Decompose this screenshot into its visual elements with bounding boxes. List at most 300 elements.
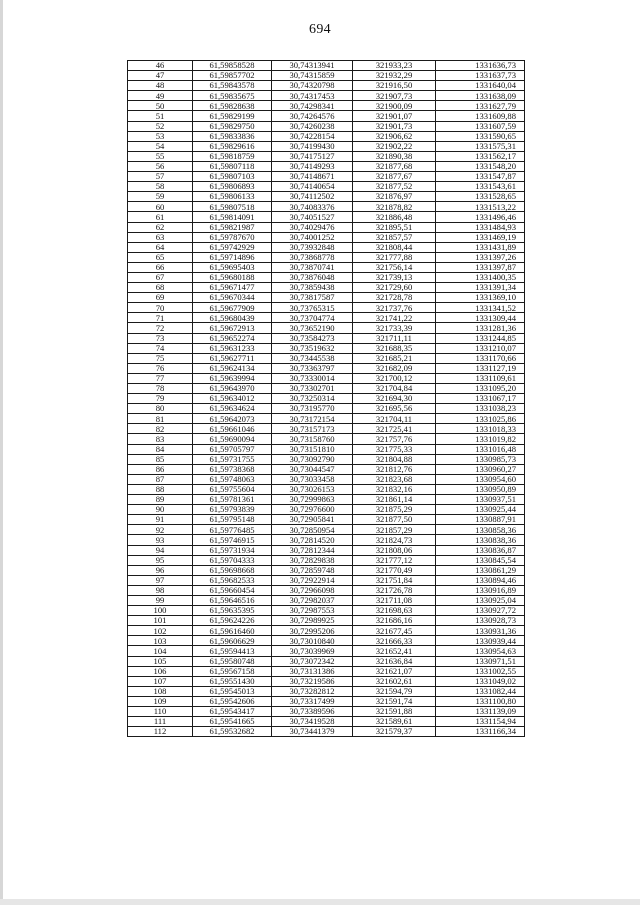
longitude-cell: 30,74029476: [272, 222, 353, 232]
latitude-cell: 61,59776485: [193, 525, 272, 535]
point-number-cell: 103: [128, 636, 193, 646]
y-coordinate-cell: 1331109,61: [436, 373, 525, 383]
y-coordinate-cell: 1331640,04: [436, 81, 525, 91]
y-coordinate-cell: 1330954,63: [436, 646, 525, 656]
x-coordinate-cell: 321824,73: [353, 535, 436, 545]
table-row: [128, 283, 525, 293]
longitude-cell: 30,73932848: [272, 242, 353, 252]
x-coordinate-cell: 321886,48: [353, 212, 436, 222]
y-coordinate-cell: 1331528,65: [436, 192, 525, 202]
latitude-cell: 61,59616460: [193, 626, 272, 636]
x-coordinate-cell: 321751,84: [353, 575, 436, 585]
y-coordinate-cell: 1331469,19: [436, 232, 525, 242]
y-coordinate-cell: 1331369,10: [436, 293, 525, 303]
y-coordinate-cell: 1331281,36: [436, 323, 525, 333]
x-coordinate-cell: 321726,78: [353, 585, 436, 595]
longitude-cell: 30,74051527: [272, 212, 353, 222]
point-number-cell: 46: [128, 61, 193, 71]
table-row: [128, 686, 525, 696]
longitude-cell: 30,73172154: [272, 414, 353, 424]
point-number-cell: 77: [128, 373, 193, 383]
latitude-cell: 61,59567158: [193, 666, 272, 676]
latitude-cell: 61,59624134: [193, 363, 272, 373]
x-coordinate-cell: 321728,78: [353, 293, 436, 303]
table-row: [128, 626, 525, 636]
x-coordinate-cell: 321757,76: [353, 434, 436, 444]
table-row: [128, 232, 525, 242]
longitude-cell: 30,73584273: [272, 333, 353, 343]
longitude-cell: 30,72966098: [272, 585, 353, 595]
y-coordinate-cell: 1331397,87: [436, 262, 525, 272]
point-number-cell: 88: [128, 484, 193, 494]
x-coordinate-cell: 321875,29: [353, 505, 436, 515]
y-coordinate-cell: 1331575,31: [436, 141, 525, 151]
table-row: [128, 454, 525, 464]
y-coordinate-cell: 1331341,52: [436, 303, 525, 313]
longitude-cell: 30,72987553: [272, 606, 353, 616]
table-row: [128, 717, 525, 727]
table-row: [128, 333, 525, 343]
longitude-cell: 30,73131386: [272, 666, 353, 676]
longitude-cell: 30,73158760: [272, 434, 353, 444]
x-coordinate-cell: 321694,30: [353, 394, 436, 404]
point-number-cell: 101: [128, 616, 193, 626]
point-number-cell: 112: [128, 727, 193, 737]
point-number-cell: 65: [128, 252, 193, 262]
table-row: [128, 252, 525, 262]
latitude-cell: 61,59843578: [193, 81, 272, 91]
latitude-cell: 61,59704333: [193, 555, 272, 565]
point-number-cell: 48: [128, 81, 193, 91]
longitude-cell: 30,73195770: [272, 404, 353, 414]
x-coordinate-cell: 321621,07: [353, 666, 436, 676]
longitude-cell: 30,72989925: [272, 616, 353, 626]
latitude-cell: 61,59731934: [193, 545, 272, 555]
latitude-cell: 61,59634012: [193, 394, 272, 404]
table-row: [128, 575, 525, 585]
longitude-cell: 30,73876048: [272, 272, 353, 282]
y-coordinate-cell: 1330939,44: [436, 636, 525, 646]
latitude-cell: 61,59677909: [193, 303, 272, 313]
x-coordinate-cell: 321808,06: [353, 545, 436, 555]
y-coordinate-cell: 1331543,61: [436, 182, 525, 192]
x-coordinate-cell: 321777,12: [353, 555, 436, 565]
longitude-cell: 30,74175127: [272, 151, 353, 161]
longitude-cell: 30,74140654: [272, 182, 353, 192]
latitude-cell: 61,59857702: [193, 71, 272, 81]
longitude-cell: 30,73039969: [272, 646, 353, 656]
y-coordinate-cell: 1330927,72: [436, 606, 525, 616]
longitude-cell: 30,73092790: [272, 454, 353, 464]
longitude-cell: 30,72922914: [272, 575, 353, 585]
point-number-cell: 53: [128, 131, 193, 141]
longitude-cell: 30,72812344: [272, 545, 353, 555]
y-coordinate-cell: 1331431,89: [436, 242, 525, 252]
latitude-cell: 61,59806893: [193, 182, 272, 192]
longitude-cell: 30,73519632: [272, 343, 353, 353]
point-number-cell: 49: [128, 91, 193, 101]
x-coordinate-cell: 321737,76: [353, 303, 436, 313]
latitude-cell: 61,59829616: [193, 141, 272, 151]
y-coordinate-cell: 1331154,94: [436, 717, 525, 727]
x-coordinate-cell: 321677,45: [353, 626, 436, 636]
table-row: [128, 384, 525, 394]
point-number-cell: 76: [128, 363, 193, 373]
longitude-cell: 30,73026153: [272, 484, 353, 494]
y-coordinate-cell: 1330861,29: [436, 565, 525, 575]
longitude-cell: 30,72905841: [272, 515, 353, 525]
scan-edge-shadow: [0, 0, 3, 905]
y-coordinate-cell: 1331100,80: [436, 696, 525, 706]
x-coordinate-cell: 321823,68: [353, 474, 436, 484]
table-row: [128, 373, 525, 383]
point-number-cell: 63: [128, 232, 193, 242]
point-number-cell: 73: [128, 333, 193, 343]
x-coordinate-cell: 321711,08: [353, 595, 436, 605]
latitude-cell: 61,59532682: [193, 727, 272, 737]
table-row: [128, 172, 525, 182]
y-coordinate-cell: 1330916,89: [436, 585, 525, 595]
x-coordinate-cell: 321729,60: [353, 283, 436, 293]
longitude-cell: 30,74317453: [272, 91, 353, 101]
point-number-cell: 99: [128, 595, 193, 605]
point-number-cell: 72: [128, 323, 193, 333]
point-number-cell: 50: [128, 101, 193, 111]
latitude-cell: 61,59731755: [193, 454, 272, 464]
x-coordinate-cell: 321906,62: [353, 131, 436, 141]
y-coordinate-cell: 1331391,34: [436, 283, 525, 293]
x-coordinate-cell: 321877,68: [353, 161, 436, 171]
longitude-cell: 30,72829838: [272, 555, 353, 565]
table-row: [128, 161, 525, 171]
table-row: [128, 81, 525, 91]
x-coordinate-cell: 321682,09: [353, 363, 436, 373]
x-coordinate-cell: 321877,50: [353, 515, 436, 525]
x-coordinate-cell: 321685,21: [353, 353, 436, 363]
y-coordinate-cell: 1331609,88: [436, 111, 525, 121]
y-coordinate-cell: 1330858,36: [436, 525, 525, 535]
y-coordinate-cell: 1331513,22: [436, 202, 525, 212]
longitude-cell: 30,73010840: [272, 636, 353, 646]
x-coordinate-cell: 321589,61: [353, 717, 436, 727]
latitude-cell: 61,59807118: [193, 161, 272, 171]
table-row: [128, 404, 525, 414]
longitude-cell: 30,73317499: [272, 696, 353, 706]
y-coordinate-cell: 1331627,79: [436, 101, 525, 111]
latitude-cell: 61,59828638: [193, 101, 272, 111]
longitude-cell: 30,73250314: [272, 394, 353, 404]
latitude-cell: 61,59660454: [193, 585, 272, 595]
table-row: [128, 313, 525, 323]
table-row: [128, 414, 525, 424]
table-row: [128, 585, 525, 595]
longitude-cell: 30,73765315: [272, 303, 353, 313]
y-coordinate-cell: 1330838,36: [436, 535, 525, 545]
x-coordinate-cell: 321901,73: [353, 121, 436, 131]
point-number-cell: 111: [128, 717, 193, 727]
y-coordinate-cell: 1331636,73: [436, 61, 525, 71]
table-row: [128, 565, 525, 575]
longitude-cell: 30,74313941: [272, 61, 353, 71]
longitude-cell: 30,74264576: [272, 111, 353, 121]
x-coordinate-cell: 321932,29: [353, 71, 436, 81]
table-row: [128, 272, 525, 282]
point-number-cell: 75: [128, 353, 193, 363]
table-row: [128, 545, 525, 555]
x-coordinate-cell: 321733,39: [353, 323, 436, 333]
table-row: [128, 707, 525, 717]
latitude-cell: 61,59642073: [193, 414, 272, 424]
longitude-cell: 30,73419528: [272, 717, 353, 727]
point-number-cell: 93: [128, 535, 193, 545]
latitude-cell: 61,59690094: [193, 434, 272, 444]
point-number-cell: 104: [128, 646, 193, 656]
coordinates-table-body: [128, 61, 525, 737]
y-coordinate-cell: 1331016,48: [436, 444, 525, 454]
y-coordinate-cell: 1331166,34: [436, 727, 525, 737]
x-coordinate-cell: 321812,76: [353, 464, 436, 474]
longitude-cell: 30,73282812: [272, 686, 353, 696]
point-number-cell: 55: [128, 151, 193, 161]
table-row: [128, 91, 525, 101]
y-coordinate-cell: 1331018,33: [436, 424, 525, 434]
x-coordinate-cell: 321901,07: [353, 111, 436, 121]
y-coordinate-cell: 1331244,85: [436, 333, 525, 343]
table-row: [128, 505, 525, 515]
longitude-cell: 30,74083376: [272, 202, 353, 212]
point-number-cell: 47: [128, 71, 193, 81]
latitude-cell: 61,59606629: [193, 636, 272, 646]
table-row: [128, 131, 525, 141]
page-number: 694: [309, 22, 331, 37]
coordinates-table: [127, 60, 525, 737]
y-coordinate-cell: 1331309,44: [436, 313, 525, 323]
table-row: [128, 424, 525, 434]
y-coordinate-cell: 1331019,82: [436, 434, 525, 444]
table-row: [128, 595, 525, 605]
table-row: [128, 212, 525, 222]
latitude-cell: 61,59835675: [193, 91, 272, 101]
latitude-cell: 61,59807518: [193, 202, 272, 212]
x-coordinate-cell: 321602,61: [353, 676, 436, 686]
table-row: [128, 353, 525, 363]
latitude-cell: 61,59748063: [193, 474, 272, 484]
point-number-cell: 108: [128, 686, 193, 696]
x-coordinate-cell: 321857,57: [353, 232, 436, 242]
longitude-cell: 30,72814520: [272, 535, 353, 545]
x-coordinate-cell: 321698,63: [353, 606, 436, 616]
point-number-cell: 60: [128, 202, 193, 212]
y-coordinate-cell: 1331638,09: [436, 91, 525, 101]
latitude-cell: 61,59829199: [193, 111, 272, 121]
y-coordinate-cell: 1330950,89: [436, 484, 525, 494]
point-number-cell: 80: [128, 404, 193, 414]
x-coordinate-cell: 321895,51: [353, 222, 436, 232]
longitude-cell: 30,73044547: [272, 464, 353, 474]
longitude-cell: 30,72995206: [272, 626, 353, 636]
y-coordinate-cell: 1330971,51: [436, 656, 525, 666]
longitude-cell: 30,73870741: [272, 262, 353, 272]
latitude-cell: 61,59714896: [193, 252, 272, 262]
x-coordinate-cell: 321890,38: [353, 151, 436, 161]
x-coordinate-cell: 321916,50: [353, 81, 436, 91]
table-row: [128, 676, 525, 686]
table-row: [128, 262, 525, 272]
x-coordinate-cell: 321808,44: [353, 242, 436, 252]
table-row: [128, 727, 525, 737]
longitude-cell: 30,74260238: [272, 121, 353, 131]
y-coordinate-cell: 1331590,65: [436, 131, 525, 141]
x-coordinate-cell: 321686,16: [353, 616, 436, 626]
latitude-cell: 61,59818759: [193, 151, 272, 161]
y-coordinate-cell: 1331607,59: [436, 121, 525, 131]
x-coordinate-cell: 321775,33: [353, 444, 436, 454]
latitude-cell: 61,59670344: [193, 293, 272, 303]
table-row: [128, 343, 525, 353]
latitude-cell: 61,59671477: [193, 283, 272, 293]
point-number-cell: 98: [128, 585, 193, 595]
longitude-cell: 30,73859438: [272, 283, 353, 293]
y-coordinate-cell: 1331002,55: [436, 666, 525, 676]
y-coordinate-cell: 1330836,87: [436, 545, 525, 555]
y-coordinate-cell: 1330985,73: [436, 454, 525, 464]
table-row: [128, 515, 525, 525]
longitude-cell: 30,72850954: [272, 525, 353, 535]
point-number-cell: 87: [128, 474, 193, 484]
point-number-cell: 86: [128, 464, 193, 474]
point-number-cell: 78: [128, 384, 193, 394]
longitude-cell: 30,72859748: [272, 565, 353, 575]
longitude-cell: 30,73151810: [272, 444, 353, 454]
point-number-cell: 102: [128, 626, 193, 636]
longitude-cell: 30,72982037: [272, 595, 353, 605]
point-number-cell: 58: [128, 182, 193, 192]
point-number-cell: 62: [128, 222, 193, 232]
y-coordinate-cell: 1331025,86: [436, 414, 525, 424]
latitude-cell: 61,59742929: [193, 242, 272, 252]
y-coordinate-cell: 1331637,73: [436, 71, 525, 81]
longitude-cell: 30,73868778: [272, 252, 353, 262]
table-row: [128, 656, 525, 666]
y-coordinate-cell: 1330894,46: [436, 575, 525, 585]
x-coordinate-cell: 321704,11: [353, 414, 436, 424]
table-row: [128, 434, 525, 444]
point-number-cell: 59: [128, 192, 193, 202]
x-coordinate-cell: 321688,35: [353, 343, 436, 353]
point-number-cell: 97: [128, 575, 193, 585]
point-number-cell: 84: [128, 444, 193, 454]
table-row: [128, 303, 525, 313]
point-number-cell: 74: [128, 343, 193, 353]
point-number-cell: 52: [128, 121, 193, 131]
point-number-cell: 56: [128, 161, 193, 171]
table-row: [128, 101, 525, 111]
latitude-cell: 61,59594413: [193, 646, 272, 656]
table-row: [128, 61, 525, 71]
longitude-cell: 30,73330014: [272, 373, 353, 383]
y-coordinate-cell: 1331548,20: [436, 161, 525, 171]
table-row: [128, 363, 525, 373]
y-coordinate-cell: 1331547,87: [436, 172, 525, 182]
x-coordinate-cell: 321933,23: [353, 61, 436, 71]
y-coordinate-cell: 1330931,36: [436, 626, 525, 636]
table-row: [128, 182, 525, 192]
latitude-cell: 61,59682533: [193, 575, 272, 585]
latitude-cell: 61,59755604: [193, 484, 272, 494]
latitude-cell: 61,59634624: [193, 404, 272, 414]
x-coordinate-cell: 321579,37: [353, 727, 436, 737]
y-coordinate-cell: 1330925,04: [436, 595, 525, 605]
table-row: [128, 535, 525, 545]
table-row: [128, 151, 525, 161]
x-coordinate-cell: 321711,11: [353, 333, 436, 343]
x-coordinate-cell: 321877,52: [353, 182, 436, 192]
longitude-cell: 30,73445538: [272, 353, 353, 363]
latitude-cell: 61,59551430: [193, 676, 272, 686]
x-coordinate-cell: 321725,41: [353, 424, 436, 434]
latitude-cell: 61,59542606: [193, 696, 272, 706]
point-number-cell: 66: [128, 262, 193, 272]
table-row: [128, 71, 525, 81]
table-row: [128, 111, 525, 121]
latitude-cell: 61,59580748: [193, 656, 272, 666]
longitude-cell: 30,73817587: [272, 293, 353, 303]
point-number-cell: 57: [128, 172, 193, 182]
latitude-cell: 61,59545013: [193, 686, 272, 696]
y-coordinate-cell: 1330954,60: [436, 474, 525, 484]
latitude-cell: 61,59814091: [193, 212, 272, 222]
longitude-cell: 30,72976600: [272, 505, 353, 515]
latitude-cell: 61,59795148: [193, 515, 272, 525]
point-number-cell: 100: [128, 606, 193, 616]
x-coordinate-cell: 321900,09: [353, 101, 436, 111]
latitude-cell: 61,59829750: [193, 121, 272, 131]
point-number-cell: 85: [128, 454, 193, 464]
latitude-cell: 61,59858528: [193, 61, 272, 71]
x-coordinate-cell: 321741,22: [353, 313, 436, 323]
table-row: [128, 464, 525, 474]
point-number-cell: 96: [128, 565, 193, 575]
latitude-cell: 61,59646516: [193, 595, 272, 605]
y-coordinate-cell: 1331400,35: [436, 272, 525, 282]
x-coordinate-cell: 321878,82: [353, 202, 436, 212]
x-coordinate-cell: 321877,67: [353, 172, 436, 182]
table-row: [128, 242, 525, 252]
y-coordinate-cell: 1331170,66: [436, 353, 525, 363]
latitude-cell: 61,59738368: [193, 464, 272, 474]
latitude-cell: 61,59631233: [193, 343, 272, 353]
table-row: [128, 525, 525, 535]
latitude-cell: 61,59698668: [193, 565, 272, 575]
table-row: [128, 202, 525, 212]
y-coordinate-cell: 1330887,91: [436, 515, 525, 525]
y-coordinate-cell: 1331127,19: [436, 363, 525, 373]
latitude-cell: 61,59643970: [193, 384, 272, 394]
point-number-cell: 89: [128, 495, 193, 505]
y-coordinate-cell: 1331095,20: [436, 384, 525, 394]
x-coordinate-cell: 321770,49: [353, 565, 436, 575]
point-number-cell: 92: [128, 525, 193, 535]
table-row: [128, 636, 525, 646]
point-number-cell: 69: [128, 293, 193, 303]
y-coordinate-cell: 1331067,17: [436, 394, 525, 404]
point-number-cell: 83: [128, 434, 193, 444]
longitude-cell: 30,72999863: [272, 495, 353, 505]
y-coordinate-cell: 1331496,46: [436, 212, 525, 222]
x-coordinate-cell: 321594,79: [353, 686, 436, 696]
table-row: [128, 474, 525, 484]
table-row: [128, 192, 525, 202]
